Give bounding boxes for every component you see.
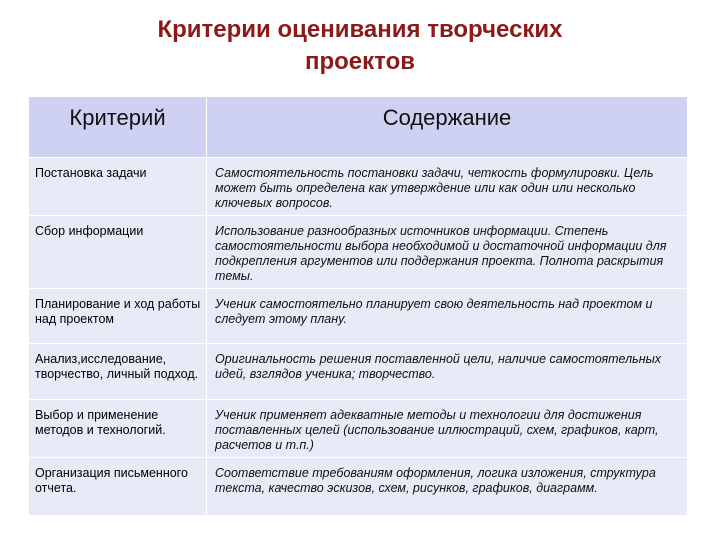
- content-cell: Ученик самостоятельно планирует свою деятельность над проектом и следует этому плану.: [207, 289, 688, 344]
- table-row: [29, 289, 688, 344]
- table-row: [29, 216, 688, 289]
- criterion-cell: Анализ,исследование, творчество, личный подход.: [29, 344, 207, 400]
- criteria-table: [28, 96, 688, 516]
- content-cell: Соответствие требованиям оформления, логика изложения, структура текста, качество эскизов, схем, рисунков, графиков, диаграмм.: [207, 458, 688, 516]
- content-cell: Использование разнообразных источников информации. Степень самостоятельности выбора необходимой и достаточной информации для подкрепления аргументов или поддержания проекта. Полнота раскрытия темы.: [207, 216, 688, 289]
- table-row: [29, 400, 688, 458]
- title-line-1: Критерии оценивания творческих: [157, 16, 563, 43]
- criterion-cell: Выбор и применение методов и технологий.: [29, 400, 207, 458]
- table-header-row: [29, 97, 688, 158]
- criterion-cell: Организация письменного отчета.: [29, 458, 207, 516]
- criterion-cell: Постановка задачи: [29, 158, 207, 216]
- content-cell: Самостоятельность постановки задачи, четкость формулировки. Цель может быть определена как утверждение или как один или несколько ключевых вопросов.: [207, 158, 688, 216]
- table-row: [29, 158, 688, 216]
- title-line-2: проектов: [304, 48, 416, 75]
- header-content: Содержание: [207, 97, 688, 158]
- content-cell: Оригинальность решения поставленной цели, наличие самостоятельных идей, взглядов ученика; творчество.: [207, 344, 688, 400]
- criterion-cell: Сбор информации: [29, 216, 207, 289]
- page-title: [60, 14, 660, 78]
- table-row: [29, 458, 688, 516]
- content-cell: Ученик применяет адекватные методы и технологии для достижения поставленных целей (использование иллюстраций, схем, графиков, карт, расчетов и т.п.): [207, 400, 688, 458]
- table-row: [29, 344, 688, 400]
- header-criterion: Критерий: [29, 97, 207, 158]
- criterion-cell: Планирование и ход работы над проектом: [29, 289, 207, 344]
